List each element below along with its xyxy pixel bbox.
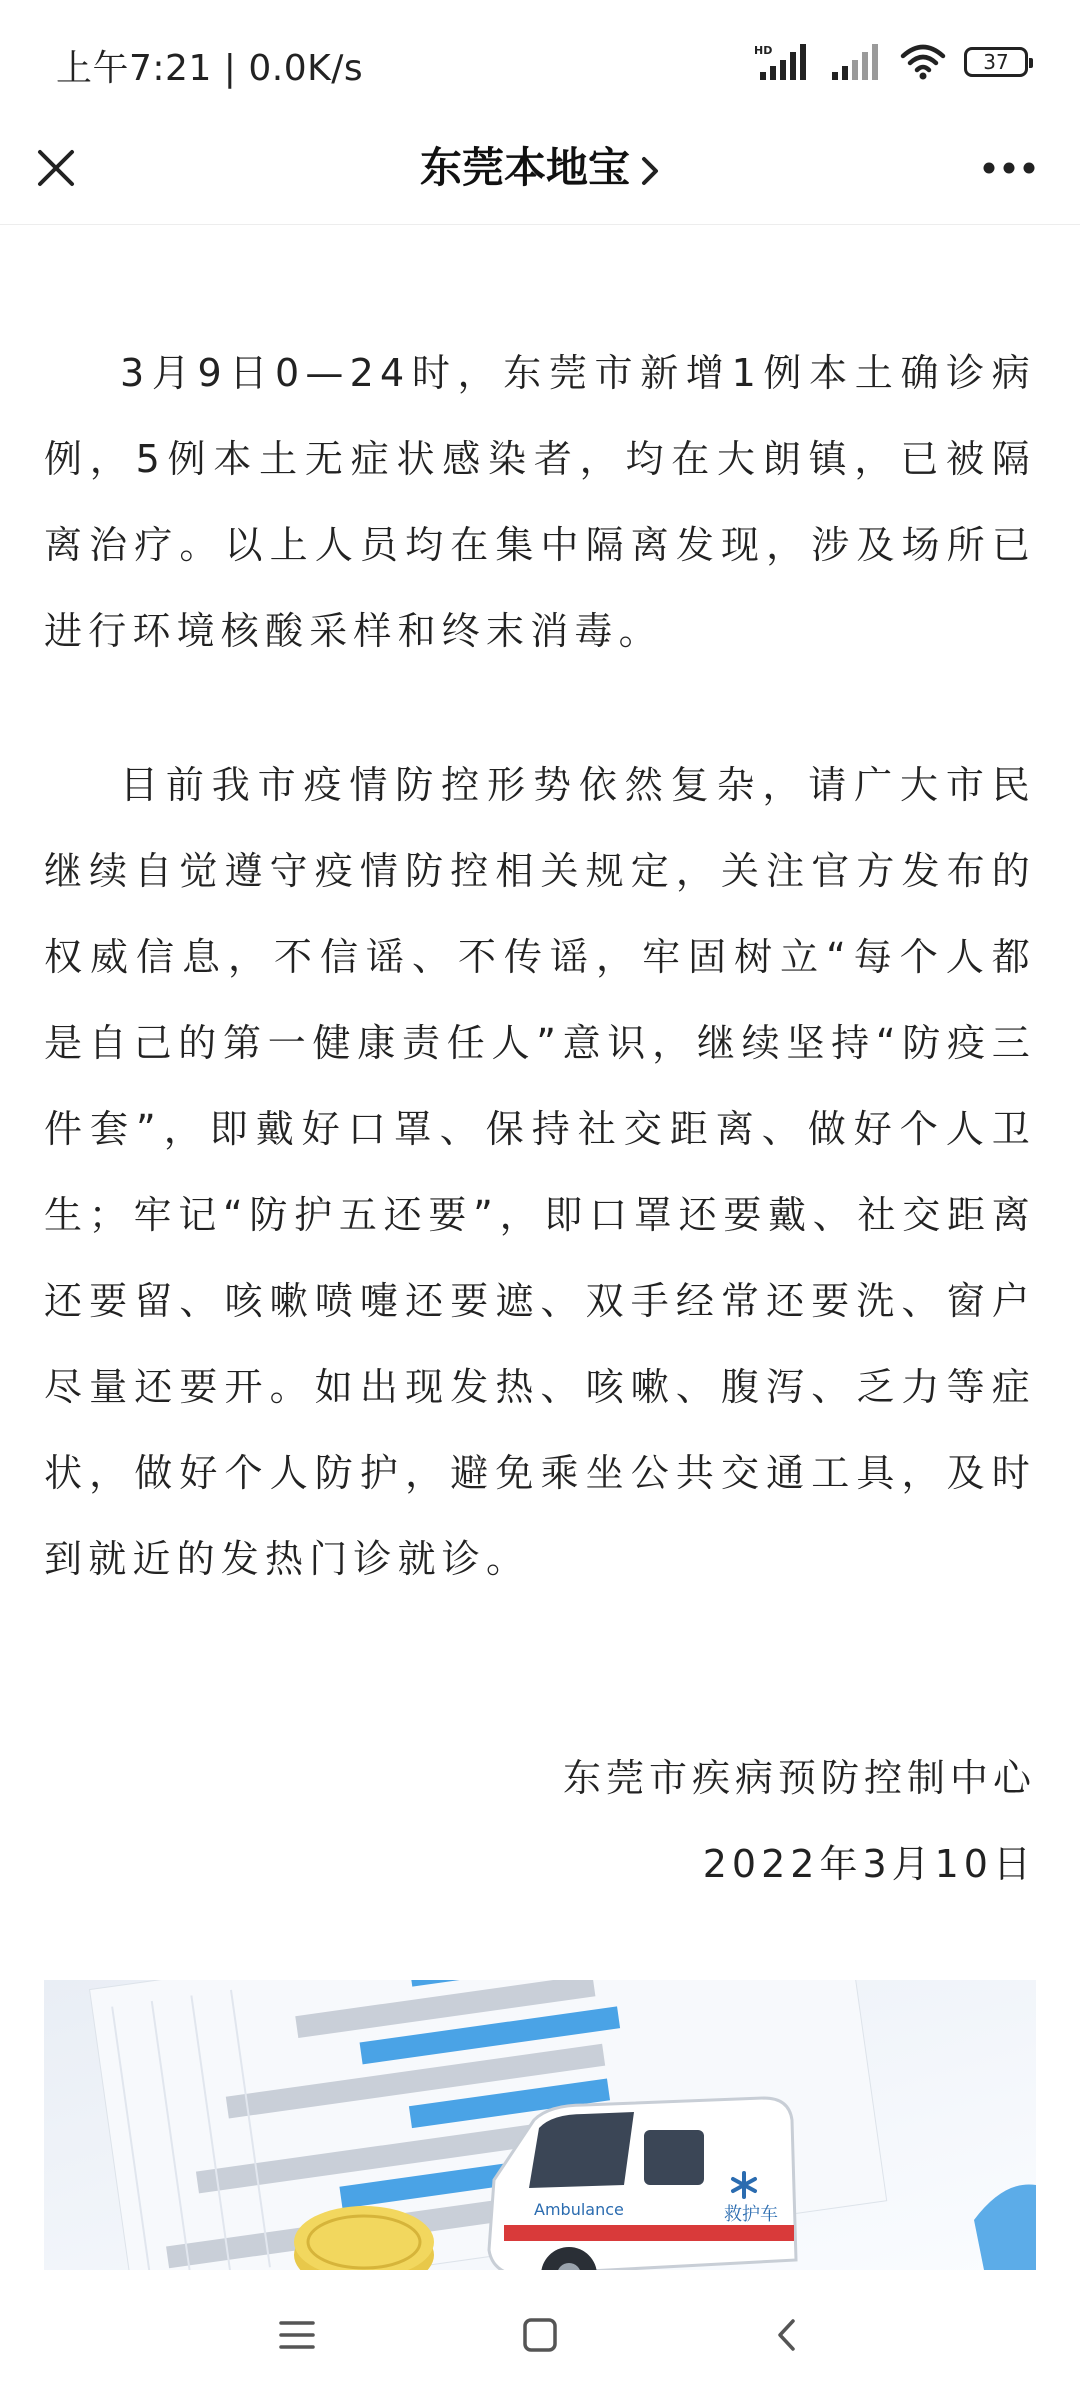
article-image[interactable] [44, 1980, 1036, 2270]
signal-icon [830, 42, 882, 82]
status-time: 上午7:21 | 0.0K/s [56, 48, 364, 89]
ambulance-label: Ambulance [534, 2200, 624, 2219]
status-icons [754, 42, 1028, 82]
back-button[interactable] [752, 2300, 822, 2370]
status-bar [0, 0, 1080, 112]
system-nav-bar [0, 2270, 1080, 2400]
signal-hd-icon [754, 42, 812, 82]
hd-label: HD [754, 44, 773, 57]
home-button[interactable] [505, 2300, 575, 2370]
battery-icon [964, 47, 1028, 77]
page-title-link[interactable] [0, 136, 1080, 200]
home-icon [522, 2317, 558, 2353]
wifi-icon [900, 42, 946, 82]
ambulance-cn-label: 救护车 [724, 2204, 778, 2225]
signature-org: 东莞市疾病预防控制中心 [562, 1756, 1036, 1800]
battery-level: 37 [983, 50, 1009, 74]
menu-button[interactable] [262, 2300, 332, 2370]
article-paragraph: 3月9日0—24时，东莞市新增1例本土确诊病例，5例本土无症状感染者，均在大朗镇，已被隔离治疗。以上人员均在集中隔离发现，涉及场所已进行环境核酸采样和终末消毒。 [44, 351, 1036, 653]
nav-header [0, 112, 1080, 225]
chevron-right-icon [640, 155, 660, 187]
back-icon [775, 2317, 799, 2353]
article-body [44, 330, 1036, 1602]
page-title: 东莞本地宝 [419, 143, 630, 192]
article-paragraph: 目前我市疫情防控形势依然复杂，请广大市民继续自觉遵守疫情防控相关规定，关注官方发布的权威信息，不信谣、不传谣，牢固树立“每个人都是自己的第一健康责任人”意识，继续坚持“防疫三件套”，即戴好口罩、保持社交距离、做好个人卫生；牢记“防护五还要”，即口罩还要戴、社交距离还要留、咳嗽喷嚏还要遮、双手经常还要洗、窗户尽量还要开。如出现发热、咳嗽、腹泻、乏力等症状，做好个人防护，避免乘坐公共交通工具，及时到就近的发热门诊就诊。 [44, 763, 1036, 1581]
ambulance-illustration [44, 1980, 1036, 2270]
menu-icon [279, 2319, 315, 2351]
signature-date: 2022年3月10日 [702, 1842, 1036, 1886]
signature [563, 1735, 1036, 1907]
more-button[interactable] [974, 140, 1044, 196]
more-icon [981, 160, 1037, 176]
